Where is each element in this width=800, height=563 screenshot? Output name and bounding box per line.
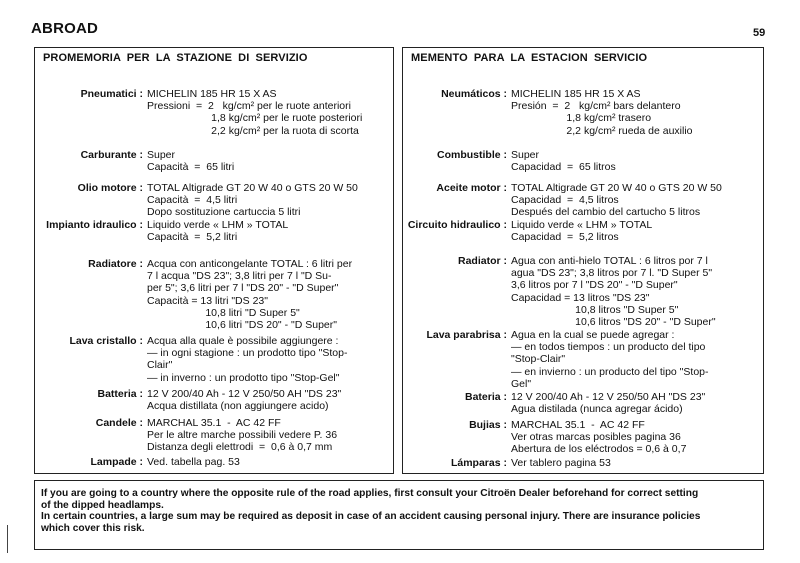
spec-label: Carburante : [80, 149, 143, 161]
spec-line: Ved. tabella pag. 53 [147, 456, 240, 468]
spec-line: TOTAL Altigrade GT 20 W 40 o GTS 20 W 50 [511, 182, 722, 194]
spec-label: Lava parabrisa : [426, 329, 507, 341]
note-line: of the dipped headlamps. [41, 499, 164, 511]
spec-line: Después del cambio del cartucho 5 litros [511, 206, 701, 219]
spec-line: MARCHAL 35.1 - AC 42 FF [147, 417, 281, 429]
spec-line: 10,6 litri "DS 20" - "D Super" [147, 319, 337, 332]
spec-line: Capacità = 4,5 litri [147, 194, 238, 207]
spec-line: MICHELIN 185 HR 15 X AS [147, 88, 277, 100]
page-number: 59 [753, 27, 766, 39]
spec-line: Acqua alla quale è possibile aggiungere : [147, 335, 339, 347]
spec-label: Radiator : [457, 255, 507, 267]
spec-line: agua "DS 23"; 3,8 litros por 7 l. "D Super 5" [511, 267, 713, 280]
spec-line: Capacità = 65 litri [147, 161, 235, 174]
spec-label: Pneumatici : [80, 88, 143, 100]
spec-line: Presión = 2 kg/cm² bars delantero [511, 100, 681, 113]
spec-label: Candele : [95, 417, 143, 429]
spec-line: Ver tablero pagina 53 [511, 457, 611, 469]
spec-line: 10,6 litros "DS 20" - "D Super" [511, 316, 716, 329]
spec-line: TOTAL Altigrade GT 20 W 40 o GTS 20 W 50 [147, 182, 358, 194]
spec-label: Batteria : [97, 388, 143, 400]
spec-line: Gel" [511, 377, 532, 390]
spec-line: Acqua distillata (non aggiungere acido) [147, 400, 329, 413]
spec-line: 2,2 kg/cm² rueda de auxilio [511, 124, 693, 137]
panel-heading: PROMEMORIA PER LA STAZIONE DI SERVIZIO [43, 52, 308, 64]
note-line: In certain countries, a large sum may be required as deposit in case of an accident causing personal injury. There are insurance policies [41, 511, 701, 523]
italian-service-memo-panel [34, 47, 394, 474]
spec-line: Agua con anti-hielo TOTAL : 6 litros por 7 l [511, 255, 708, 267]
spec-line: Liquido verde « LHM » TOTAL [147, 219, 289, 231]
spec-line: 10,8 litros "D Super 5" [511, 303, 679, 316]
spec-label: Bujias : [469, 419, 507, 431]
margin-rule-mark [7, 525, 8, 553]
spec-line: Per le altre marche possibili vedere P. 36 [147, 429, 338, 442]
spec-line: Capacidad = 5,2 litros [511, 231, 619, 244]
spec-line: Abertura de los eléctrodos = 0,6 à 0,7 [511, 443, 687, 456]
abroad-advisory-note [34, 480, 764, 550]
note-line: which cover this risk. [41, 522, 145, 534]
spec-line: Agua distilada (nunca agregar ácido) [511, 403, 683, 416]
spec-line: Capacidad = 13 litros "DS 23" [511, 291, 650, 304]
spec-line: Agua en la cual se puede agregar : [511, 329, 675, 341]
spec-line: 12 V 200/40 Ah - 12 V 250/50 AH "DS 23" [147, 388, 342, 400]
spec-label: Aceite motor : [436, 182, 507, 194]
spec-line: Liquido verde « LHM » TOTAL [511, 219, 653, 231]
spanish-service-memo-panel [402, 47, 764, 474]
spec-line: Super [147, 149, 176, 161]
spec-line: — en invierno : un producto del tipo "Stop- [511, 365, 709, 378]
spec-line: Pressioni = 2 kg/cm² per le ruote anteriori [147, 100, 351, 113]
spec-line: Acqua con anticongelante TOTAL : 6 litri per [147, 258, 353, 270]
spec-label: Lámparas : [450, 457, 507, 469]
spec-line: 1,8 kg/cm² per le ruote posteriori [147, 112, 363, 125]
spec-line: Capacidad = 65 litros [511, 161, 616, 174]
panel-heading: MEMENTO PARA LA ESTACION SERVICIO [411, 52, 648, 64]
spec-line: Distanza degli elettrodi = 0,6 à 0,7 mm [147, 441, 333, 454]
spec-line: 2,2 kg/cm² per la ruota di scorta [147, 124, 359, 137]
spec-label: Radiatore : [88, 258, 143, 270]
spec-line: Ver otras marcas posibles pagina 36 [511, 431, 681, 444]
note-line: If you are going to a country where the opposite rule of the road applies, first consult your Citroën Dealer beforehand for correct setting [41, 488, 699, 499]
spec-label: Combustible : [437, 149, 507, 161]
spec-label: Neumáticos : [441, 88, 507, 100]
spec-line: "Stop-Clair" [511, 353, 566, 366]
spec-line: — en todos tiempos : un producto del tipo [511, 341, 706, 354]
spec-line: MICHELIN 185 HR 15 X AS [511, 88, 641, 100]
page-title: ABROAD [31, 20, 99, 37]
spec-line: 12 V 200/40 Ah - 12 V 250/50 AH "DS 23" [511, 391, 706, 403]
spec-label: Impianto idraulico : [46, 219, 143, 231]
spec-label: Lava cristallo : [69, 335, 143, 347]
spec-line: Capacidad = 4,5 litros [511, 194, 619, 207]
spec-line: 7 l acqua "DS 23"; 3,8 litri per 7 l "D Su- [147, 270, 332, 283]
spec-line: Capacità = 13 litri "DS 23" [147, 294, 268, 307]
spec-line: Dopo sostituzione cartuccia 5 litri [147, 206, 301, 219]
spec-line: 1,8 kg/cm² trasero [511, 112, 652, 125]
spec-line: Capacità = 5,2 litri [147, 231, 238, 244]
spec-line: — in inverno : un prodotto tipo "Stop-Gel" [147, 371, 340, 384]
spec-label: Lampade : [90, 456, 143, 468]
spec-line: — in ogni stagione : un prodotto tipo "Stop- [147, 347, 348, 360]
spec-label: Olio motore : [77, 182, 143, 194]
spec-label: Bateria : [464, 391, 507, 403]
spec-line: Super [511, 149, 540, 161]
spec-line: 3,6 litros por 7 l "DS 20" - "D Super" [511, 279, 678, 292]
spec-line: Clair" [147, 359, 173, 372]
spec-line: MARCHAL 35.1 - AC 42 FF [511, 419, 645, 431]
spec-line: per 5"; 3,6 litri per 7 l "DS 20" - "D Super" [147, 282, 339, 295]
spec-line: 10,8 litri "D Super 5" [147, 306, 300, 319]
spec-label: Circuito hidraulico : [407, 219, 507, 231]
